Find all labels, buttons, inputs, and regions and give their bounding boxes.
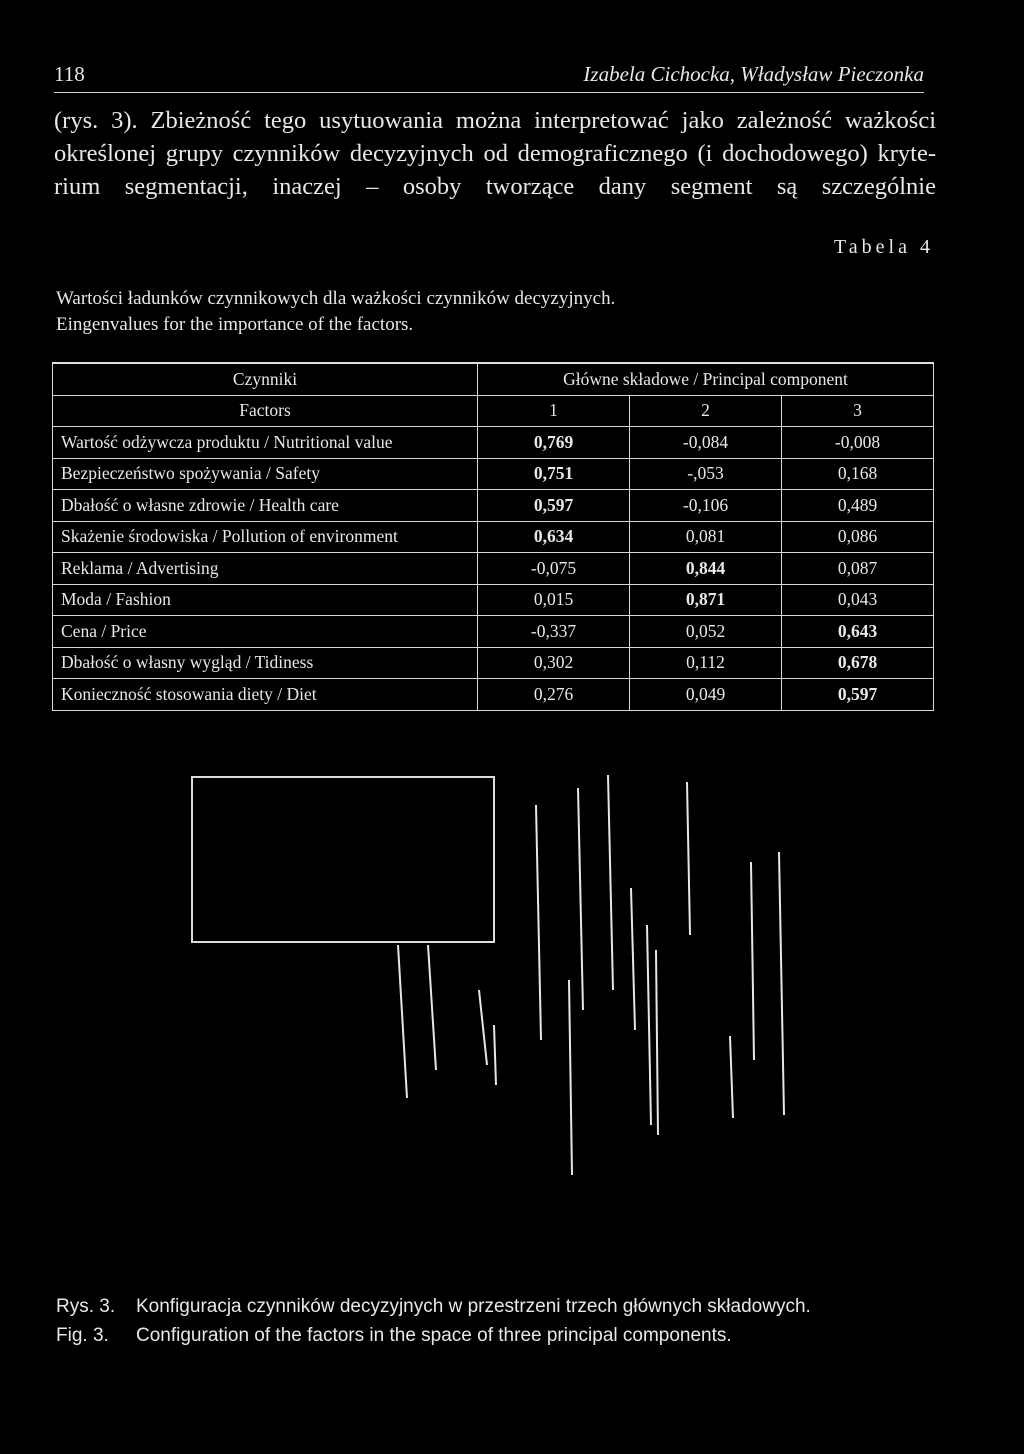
figure-line <box>398 945 407 1098</box>
loading-cell-component-3: 0,489 <box>782 490 934 522</box>
header-component-1: 1 <box>478 395 630 427</box>
loading-cell-component-1: -0,075 <box>478 553 630 585</box>
header-component-3: 3 <box>782 395 934 427</box>
factor-name-cell: Bezpieczeństwo spożywania / Safety <box>53 458 478 490</box>
loading-cell-component-1: 0,769 <box>478 427 630 459</box>
body-paragraph <box>54 104 936 203</box>
loading-cell-component-1: 0,276 <box>478 679 630 711</box>
figure-caption-pl: Konfiguracja czynników decyzyjnych w przestrzeni trzech głównych składowych. <box>136 1296 811 1317</box>
loading-cell-component-2: -0,106 <box>630 490 782 522</box>
loading-cell-component-2: 0,052 <box>630 616 782 648</box>
factor-name-cell: Reklama / Advertising <box>53 553 478 585</box>
factor-name-cell: Moda / Fashion <box>53 584 478 616</box>
loading-cell-component-1: 0,015 <box>478 584 630 616</box>
loading-cell-component-3: 0,597 <box>782 679 934 711</box>
loadings-table <box>52 362 934 711</box>
figure-line <box>569 980 572 1175</box>
loading-cell-component-2: 0,844 <box>630 553 782 585</box>
figure-line <box>608 775 613 990</box>
figure-caption-pl-row <box>56 1292 811 1321</box>
table-caption <box>56 286 615 338</box>
figure-line <box>536 805 541 1040</box>
table-row <box>53 490 934 522</box>
table-row <box>53 521 934 553</box>
table-caption-en: Eingenvalues for the importance of the factors. <box>56 314 414 335</box>
factor-name-cell: Dbałość o własny wygląd / Tidiness <box>53 647 478 679</box>
page-number: 118 <box>54 62 85 86</box>
table-header-row <box>53 363 934 395</box>
loading-cell-component-3: 0,678 <box>782 647 934 679</box>
loading-cell-component-2: -,053 <box>630 458 782 490</box>
paragraph-line: określonej grupy czynników decyzyjnych od demograficznego (i dochodowego) kryte- <box>54 140 936 167</box>
figure-line <box>631 888 635 1030</box>
factor-name-cell: Skażenie środowiska / Pollution of environment <box>53 521 478 553</box>
loading-cell-component-1: -0,337 <box>478 616 630 648</box>
header-component-2: 2 <box>630 395 782 427</box>
figure-caption-en: Configuration of the factors in the space of three principal components. <box>136 1325 732 1346</box>
figure-line <box>647 925 651 1125</box>
loading-cell-component-2: -0,084 <box>630 427 782 459</box>
running-header <box>54 58 924 93</box>
header-principal-component: Główne składowe / Principal component <box>478 363 934 395</box>
factor-name-cell: Dbałość o własne zdrowie / Health care <box>53 490 478 522</box>
factor-name-cell: Cena / Price <box>53 616 478 648</box>
loading-cell-component-2: 0,112 <box>630 647 782 679</box>
paragraph-line: rium segmentacji, inaczej – osoby tworzące dany segment są szczególnie <box>54 173 936 200</box>
loading-cell-component-3: -0,008 <box>782 427 934 459</box>
factor-configuration-figure <box>0 760 1024 1240</box>
figure-line <box>751 862 754 1060</box>
running-authors: Izabela Cichocka, Władysław Pieczonka <box>583 62 924 86</box>
table-row <box>53 427 934 459</box>
figure-label-pl: Rys. 3. <box>56 1296 116 1317</box>
table-row <box>53 584 934 616</box>
figure-line <box>656 950 658 1135</box>
header-factors-en: Factors <box>53 395 478 427</box>
paragraph-line: (rys. 3). Zbieżność tego usytuowania można interpretować jako zależność ważkości <box>54 107 936 134</box>
table-body <box>53 427 934 711</box>
table-row <box>53 679 934 711</box>
factor-name-cell: Konieczność stosowania diety / Diet <box>53 679 478 711</box>
loading-cell-component-3: 0,043 <box>782 584 934 616</box>
figure-frame <box>192 777 494 942</box>
loading-cell-component-1: 0,751 <box>478 458 630 490</box>
loading-cell-component-2: 0,049 <box>630 679 782 711</box>
figure-line <box>479 990 487 1065</box>
loading-cell-component-3: 0,087 <box>782 553 934 585</box>
loading-cell-component-1: 0,634 <box>478 521 630 553</box>
table-caption-pl: Wartości ładunków czynnikowych dla ważkości czynników decyzyjnych. <box>56 288 616 309</box>
table-row <box>53 647 934 679</box>
loading-cell-component-3: 0,643 <box>782 616 934 648</box>
table-row <box>53 458 934 490</box>
figure-line <box>494 1025 496 1085</box>
loading-cell-component-1: 0,302 <box>478 647 630 679</box>
figure-lines <box>398 775 784 1175</box>
table-row <box>53 616 934 648</box>
table-row <box>53 553 934 585</box>
figure-line <box>779 852 784 1115</box>
figure-label-en: Fig. 3. <box>56 1325 109 1346</box>
loading-cell-component-3: 0,168 <box>782 458 934 490</box>
loading-cell-component-2: 0,081 <box>630 521 782 553</box>
figure-line <box>730 1036 733 1118</box>
header-factors-pl: Czynniki <box>53 363 478 395</box>
figure-line <box>578 788 583 1010</box>
factor-name-cell: Wartość odżywcza produktu / Nutritional value <box>53 427 478 459</box>
figure-line <box>687 782 690 935</box>
loading-cell-component-2: 0,871 <box>630 584 782 616</box>
loading-cell-component-1: 0,597 <box>478 490 630 522</box>
table-subheader-row <box>53 395 934 427</box>
figure-caption-en-row <box>56 1321 811 1350</box>
figure-caption <box>56 1292 811 1350</box>
table-number-label: Tabela 4 <box>833 236 934 258</box>
figure-line <box>428 945 436 1070</box>
loading-cell-component-3: 0,086 <box>782 521 934 553</box>
